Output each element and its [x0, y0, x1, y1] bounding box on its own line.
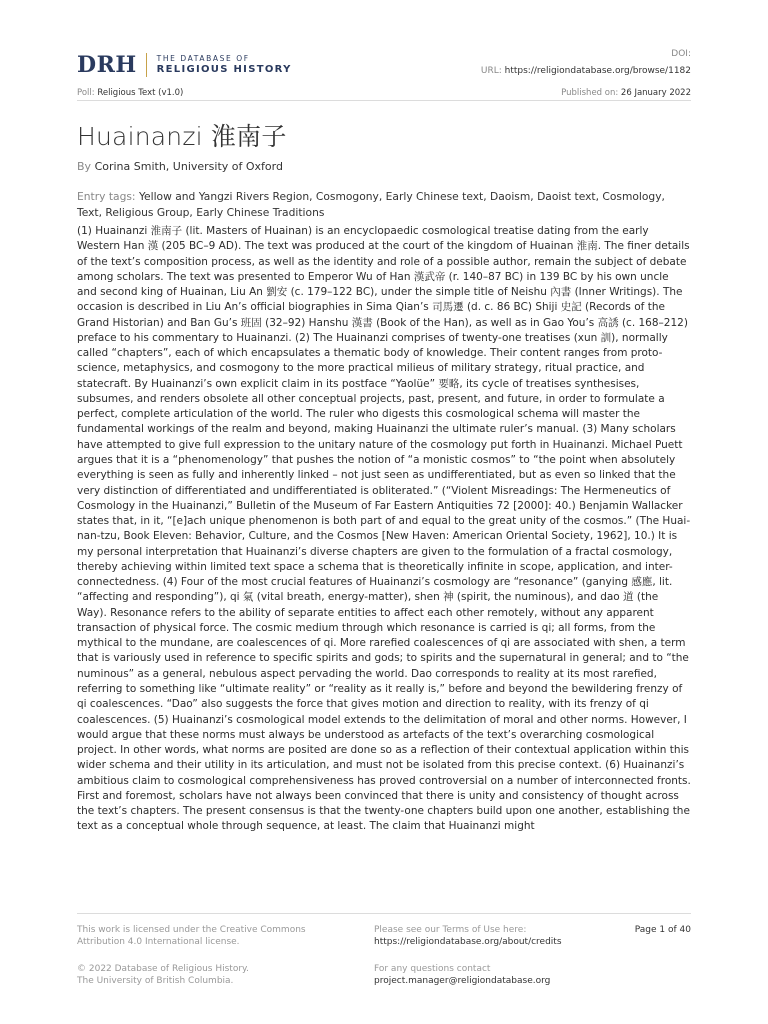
doi-label: DOI:	[671, 49, 691, 59]
url-row	[481, 63, 691, 80]
published-date: 26 January 2022	[620, 88, 691, 98]
document-page	[77, 0, 691, 1024]
by-label: By	[77, 160, 92, 173]
drh-logo[interactable]	[77, 52, 292, 78]
footer-license-column	[77, 925, 357, 987]
meta-row	[77, 88, 691, 98]
page-title: Huainanzi 淮南子	[77, 122, 287, 151]
footer-contact-column	[374, 925, 604, 987]
copyright-line-1: © 2022 Database of Religious History.	[77, 964, 249, 974]
tags-list: Yellow and Yangzi Rivers Region, Cosmogony, Early Chinese text, Daoism, Daoist text, Cosmology, Text, Religious Group, Early Chinese Traditions	[77, 190, 665, 219]
license-line-1: This work is licensed under the Creative Commons	[77, 925, 306, 935]
url-label: URL:	[480, 66, 502, 76]
published-info	[561, 88, 691, 98]
logo-mark: DRH	[77, 52, 137, 78]
logo-line-1: THE DATABASE OF	[156, 54, 250, 64]
header-divider	[77, 100, 691, 101]
tags-label: Entry tags:	[77, 190, 136, 203]
doi-url-block	[481, 46, 691, 80]
url-link[interactable]: https://religiondatabase.org/browse/1182	[504, 66, 691, 76]
page-header	[77, 44, 691, 84]
byline	[77, 160, 283, 173]
logo-line-2: RELIGIOUS HISTORY	[156, 63, 292, 75]
terms-line: Please see our Terms of Use here:	[374, 925, 527, 935]
logo-wordmark	[157, 55, 292, 75]
footer-divider	[77, 913, 691, 914]
poll-value: Religious Text (v1.0)	[97, 88, 184, 98]
contact-email-link[interactable]: project.manager@religiondatabase.org	[374, 975, 551, 986]
poll-label: Poll:	[77, 88, 95, 98]
entry-tags	[77, 189, 691, 220]
page-number: Page 1 of 40	[634, 925, 691, 935]
entry-body: (1) Huainanzi 淮南子 (lit. Masters of Huainan) is an encyclopaedic cosmological treatise dating from the early Western Han 漢 (205 BC–9 AD). The text was produced at the court of the kingdom of Huainan 淮南. The finer details of the text’s composition process, as well as the identity and role of a possible author, remain the subject of debate among scholars. The text was presented to Emperor Wu of Han 漢武帝 (r. 140–87 BC) in 139 BC by his own uncle and second king of Huainan, Liu An 劉安 (c. 179–122 BC), under the simple title of Neishu 內書 (Inner Writings). The occasion is described in Liu An’s official biographies in Sima Qian’s 司馬遷 (d. c. 86 BC) Shiji 史記 (Records of the Grand Historian) and Ban Gu’s 班固 (32–92) Hanshu 漢書 (Book of the Han), as well as in Gao You’s 高誘 (c. 168–212) preface to his commentary to Huainanzi. (2) The Huainanzi comprises of twenty-one treatises (xun 訓), normally called “chapters”, each of which encapsulates a thematic body of knowledge. Their content ranges from proto-science, metaphysics, and cosmogony to the more practical milieus of military strategy, ritual practice, and statecraft. By Huainanzi’s own explicit claim in its postface “Yaolüe” 要略, its cycle of treatises synthesises, subsumes, and renders obsolete all other conceptual projects, past, present, and future, in order to formulate a perfect, complete articulation of the world. The ruler who digests this cosmological schema will master the fundamental workings of the realm and beyond, making Huainanzi the ultimate ruler’s manual. (3) Many scholars have attempted to give full expression to the unitary nature of the cosmology put forth in Huainanzi. Michael Puett argues that it is a “phenomenology” that pushes the notion of “a monistic cosmos” to “the point when absolutely everything is seen as fully and inherently linked – not just seen as undifferentiated, but as even so linked that the very distinction of differentiated and undifferentiated is obliterated.” (“Violent Misreadings: The Hermeneutics of Cosmology in the Huainanzi,” Bulletin of the Museum of Far Eastern Antiquities 72 [2000]: 40.) Benjamin Wallacker states that, in it, “[e]ach unique phenomenon is both part of and equal to the great unity of the cosmos.” (The Huai-nan-tzu, Book Eleven: Behavior, Culture, and the Cosmos [New Haven: American Oriental Society, 1962], 10.) It is my personal interpretation that Huainanzi’s diverse chapters are given to the formulation of a fractal cosmology, thereby achieving within limited text space a schema that is theoretically infinite in scope, application, and inter-connectedness. (4) Four of the most crucial features of Huainanzi’s cosmology are “resonance” (ganying 感應, lit. “affecting and responding”), qi 氣 (vital breath, energy-matter), shen 神 (spirit, the numinous), and dao 道 (the Way). Resonance refers to the ability of separate entities to affect each other remotely, without any apparent transaction of physical force. The cosmic medium through which resonance is carried is qi; all forms, from the mythical to the mundane, are coalescences of qi. More rarefied coalescences of qi are associated with shen, a term that is variously used in reference to specific spirits and gods; to spirits and the supernatural in general; and to “the numinous” as a general, nebulous aspect pervading the world. Dao corresponds to reality at its most rarefied, referring to something like “ultimate reality” or “reality as it really is,” before and beyond the bewildering frenzy of qi coalescences. “Dao” also suggests the force that gives motion and direction to reality, with its frenzy of qi coalescences. (5) Huainanzi’s cosmological model extends to the delimitation of moral and other norms. However, I would argue that these norms must always be understood as artefacts of the text’s overarching cosmological project. In other words, what norms are posited are done so as a reflection of their contextual application within this wider schema and their utility in its articulation, and must not be isolated from this precise context. (6) Huainanzi’s ambitious claim to cosmological comprehensiveness has proved controversial on a number of interconnected fronts. First and foremost, scholars have not always been convinced that there is unity and consistency of thought across the text’s chapters. The present consensus is that the twenty-one chapters build upon one another, establishing the text as a conceptual whole through sequence, at least. The claim that Huainanzi might	[77, 225, 691, 833]
questions-line: For any questions contact	[374, 964, 491, 974]
copyright-line-2: The University of British Columbia.	[77, 975, 234, 986]
published-label: Published on:	[561, 88, 619, 98]
author-name: Corina Smith, University of Oxford	[94, 160, 283, 173]
logo-divider	[146, 53, 147, 77]
license-line-2: Attribution 4.0 International license.	[77, 936, 240, 947]
terms-link[interactable]: https://religiondatabase.org/about/credits	[374, 936, 562, 947]
